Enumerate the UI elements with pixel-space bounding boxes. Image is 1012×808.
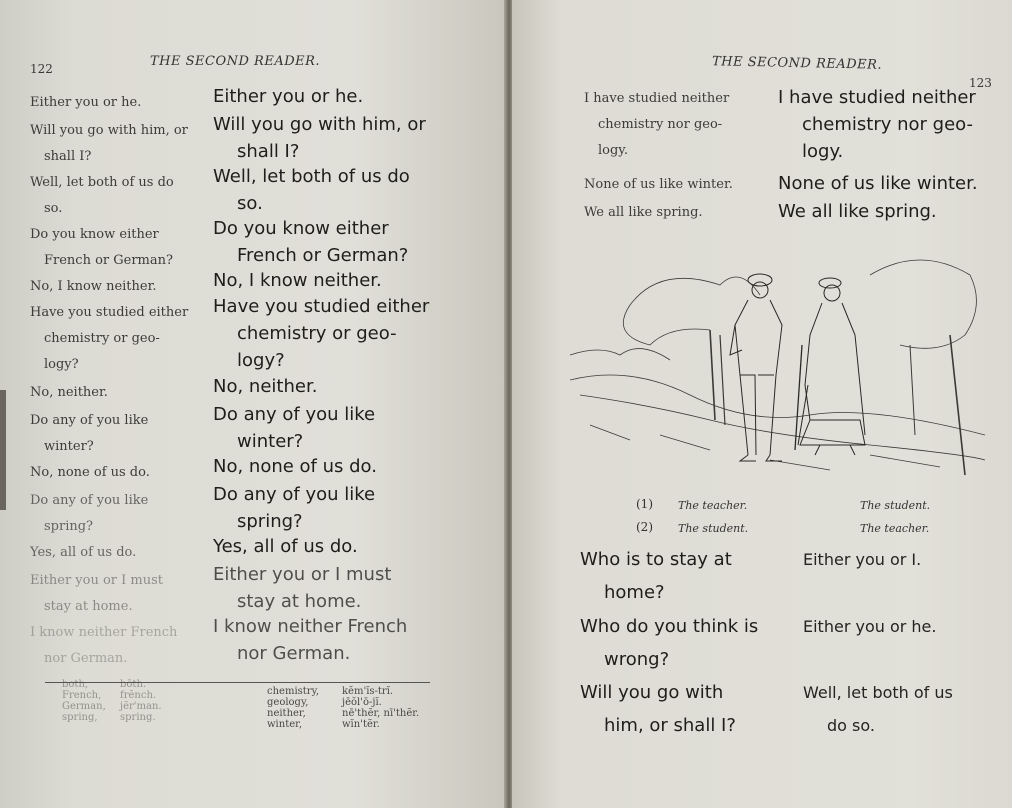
caption-left-1: The teacher. bbox=[678, 499, 748, 512]
small-print-entry bbox=[30, 488, 205, 540]
caption-num-1: (1) bbox=[636, 497, 653, 511]
small-print-entry bbox=[30, 274, 205, 300]
small-print-entry bbox=[30, 170, 205, 222]
answer-entry bbox=[803, 676, 998, 742]
small-print-line: chemistry or geo- bbox=[44, 331, 160, 346]
large-print-entry bbox=[213, 373, 453, 400]
vocab-word: both, bbox=[62, 679, 89, 690]
question-line: him, or shall I? bbox=[604, 715, 736, 736]
large-print-entry bbox=[213, 453, 453, 480]
vocab-word: nē'thẽr, nī'thẽr. bbox=[342, 708, 420, 719]
small-print-line: Have you studied either bbox=[30, 305, 189, 320]
large-print-line: No, none of us do. bbox=[213, 456, 377, 477]
question-entry bbox=[580, 610, 790, 676]
small-print-line: logy? bbox=[44, 357, 79, 372]
vocab-word: jẽr'man. bbox=[120, 701, 162, 712]
vocab-word: spring. bbox=[120, 712, 156, 723]
vocab-word: kĕm'ĭs-trĭ. bbox=[342, 686, 394, 697]
vocab-word: German, bbox=[62, 701, 106, 712]
small-print-entry bbox=[30, 568, 205, 620]
large-print-entry bbox=[213, 481, 453, 535]
small-print-line: None of us like winter. bbox=[584, 177, 733, 192]
vocab-word: winter, bbox=[267, 719, 302, 730]
vocab-word: jēŏl'ō-jĭ. bbox=[342, 697, 382, 708]
small-print-line: No, neither. bbox=[30, 385, 108, 400]
large-print-line: No, I know neither. bbox=[213, 270, 382, 291]
small-print-line: No, none of us do. bbox=[30, 465, 150, 480]
small-print-entry bbox=[30, 300, 205, 378]
small-print-line: No, I know neither. bbox=[30, 279, 157, 294]
large-print-line: logy. bbox=[802, 141, 844, 162]
question-line: Who is to stay at bbox=[580, 549, 732, 570]
small-print-entry bbox=[30, 540, 205, 566]
small-print-entry bbox=[30, 620, 205, 672]
small-print-line: shall I? bbox=[44, 149, 92, 164]
large-print-line: None of us like winter. bbox=[778, 173, 978, 194]
small-print-entry bbox=[584, 200, 769, 226]
question-entry bbox=[580, 676, 790, 742]
small-print-entry bbox=[30, 118, 205, 170]
small-print-entry bbox=[30, 90, 205, 116]
large-print-entry bbox=[213, 267, 453, 294]
question-line: wrong? bbox=[604, 649, 670, 670]
large-print-line: spring? bbox=[237, 511, 303, 532]
small-print-line: spring? bbox=[44, 519, 94, 534]
large-print-entry bbox=[213, 111, 453, 165]
answer-line: do so. bbox=[827, 716, 875, 735]
small-print-entry bbox=[30, 460, 205, 486]
large-print-line: nor German. bbox=[237, 643, 351, 664]
small-print-line: so. bbox=[44, 201, 63, 216]
large-print-entry bbox=[213, 613, 453, 667]
vocab-col-4 bbox=[342, 686, 419, 730]
large-print-line: Either you or he. bbox=[213, 86, 364, 107]
caption-right-2: The teacher. bbox=[860, 522, 930, 535]
large-print-line: Do you know either bbox=[213, 218, 389, 239]
large-print-entry bbox=[213, 293, 453, 374]
large-print-entry bbox=[213, 163, 453, 217]
small-print-line: Do you know either bbox=[30, 227, 159, 242]
small-print-entry bbox=[30, 222, 205, 274]
caption-num-2: (2) bbox=[636, 520, 653, 534]
running-head: THE SECOND READER. bbox=[711, 54, 883, 73]
question-entry bbox=[580, 543, 790, 609]
question-line: Who do you think is bbox=[580, 616, 759, 637]
large-print-line: winter? bbox=[237, 431, 304, 452]
answer-entry bbox=[803, 543, 998, 576]
small-print-line: Either you or I must bbox=[30, 573, 163, 588]
vocab-word: frĕnch. bbox=[120, 690, 157, 701]
question-line: Will you go with bbox=[580, 682, 724, 703]
small-print-entry bbox=[30, 380, 205, 406]
small-print-line: chemistry nor geo- bbox=[598, 117, 723, 132]
small-print-line: I know neither French bbox=[30, 625, 178, 640]
illustration-teacher-student bbox=[570, 245, 985, 480]
small-print-line: winter? bbox=[44, 439, 94, 454]
small-print-entry bbox=[584, 172, 769, 198]
large-print-line: stay at home. bbox=[237, 591, 362, 612]
small-print-line: Do any of you like bbox=[30, 493, 149, 508]
large-print-line: Have you studied either bbox=[213, 296, 430, 317]
small-print-line: Yes, all of us do. bbox=[30, 545, 137, 560]
large-print-line: Do any of you like bbox=[213, 484, 376, 505]
large-print-line: Yes, all of us do. bbox=[213, 536, 358, 557]
large-print-entry bbox=[213, 533, 453, 560]
vocab-word: wĭn'tẽr. bbox=[342, 719, 380, 730]
large-print-entry bbox=[213, 215, 453, 269]
answer-entry bbox=[803, 610, 998, 643]
large-print-line: I know neither French bbox=[213, 616, 408, 637]
vocab-col-1 bbox=[62, 679, 106, 723]
large-print-line: chemistry nor geo- bbox=[802, 114, 974, 135]
large-print-entry bbox=[213, 561, 453, 615]
caption-right-1: The student. bbox=[860, 499, 931, 512]
vocab-col-3 bbox=[267, 686, 319, 730]
large-print-line: Do any of you like bbox=[213, 404, 376, 425]
question-line: home? bbox=[604, 582, 665, 603]
vocab-col-2 bbox=[120, 679, 162, 723]
large-print-line: chemistry or geo- bbox=[237, 323, 397, 344]
large-print-entry bbox=[213, 83, 453, 110]
large-print-line: I have studied neither bbox=[778, 87, 976, 108]
large-print-entry bbox=[778, 170, 1003, 197]
small-print-line: nor German. bbox=[44, 651, 128, 666]
large-print-line: We all like spring. bbox=[778, 201, 937, 222]
running-head: THE SECOND READER. bbox=[150, 54, 321, 69]
large-print-line: logy? bbox=[237, 350, 285, 371]
page-number: 122 bbox=[30, 62, 53, 76]
large-print-line: Will you go with him, or bbox=[213, 114, 426, 135]
small-print-line: Do any of you like bbox=[30, 413, 149, 428]
page-edge-shadow bbox=[0, 390, 6, 510]
vocab-word: French, bbox=[62, 690, 102, 701]
large-print-entry bbox=[213, 401, 453, 455]
large-print-line: Either you or I must bbox=[213, 564, 392, 585]
page-number: 123 bbox=[969, 76, 992, 90]
small-print-line: Will you go with him, or bbox=[30, 123, 188, 138]
small-print-line: French or German? bbox=[44, 253, 173, 268]
large-print-line: so. bbox=[237, 193, 263, 214]
small-print-line: stay at home. bbox=[44, 599, 133, 614]
small-print-line: We all like spring. bbox=[584, 205, 703, 220]
large-print-line: shall I? bbox=[237, 141, 300, 162]
large-print-line: French or German? bbox=[237, 245, 409, 266]
vocab-word: bōth. bbox=[120, 679, 147, 690]
small-print-entry bbox=[584, 86, 769, 164]
small-print-line: Well, let both of us do bbox=[30, 175, 174, 190]
vocab-word: spring, bbox=[62, 712, 98, 723]
vocab-word: geology, bbox=[267, 697, 309, 708]
vocab-word: neither, bbox=[267, 708, 306, 719]
large-print-entry bbox=[778, 198, 1003, 225]
large-print-line: No, neither. bbox=[213, 376, 318, 397]
large-print-line: Well, let both of us do bbox=[213, 166, 410, 187]
answer-line: Either you or he. bbox=[803, 617, 937, 636]
small-print-entry bbox=[30, 408, 205, 460]
answer-line: Either you or I. bbox=[803, 550, 922, 569]
answer-line: Well, let both of us bbox=[803, 683, 953, 702]
small-print-line: Either you or he. bbox=[30, 95, 142, 110]
small-print-line: I have studied neither bbox=[584, 91, 730, 106]
small-print-line: logy. bbox=[598, 143, 629, 158]
caption-left-2: The student. bbox=[678, 522, 749, 535]
vocab-word: chemistry, bbox=[267, 686, 320, 697]
large-print-entry bbox=[778, 84, 1003, 165]
